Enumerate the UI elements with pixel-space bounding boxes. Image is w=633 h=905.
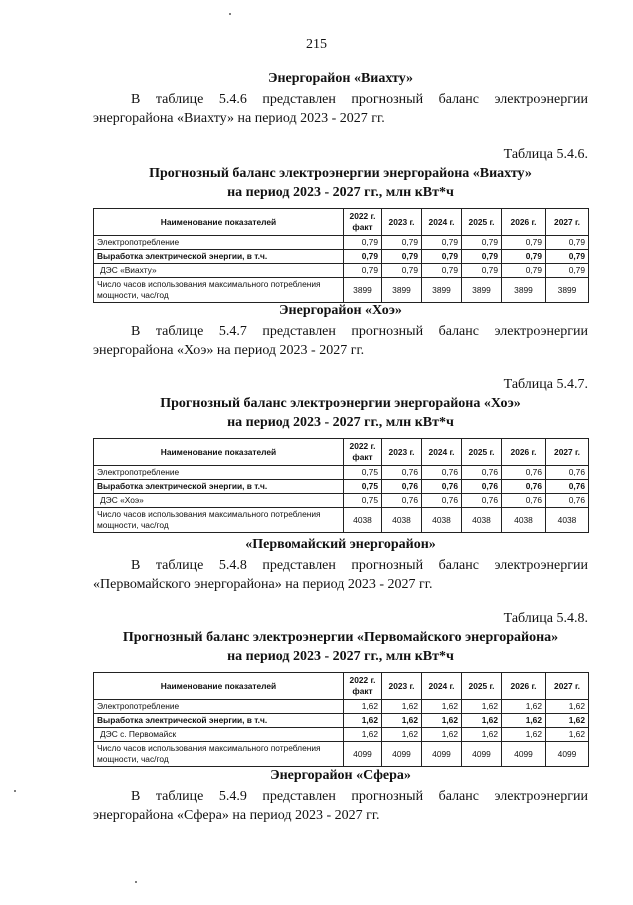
table-header-row [94, 209, 589, 236]
cell-value: 0,79 [502, 236, 546, 250]
table-title-line-2: на период 2023 - 2027 гг., млн кВт*ч [227, 185, 454, 200]
row-label: Выработка электрической энергии, в т.ч. [94, 250, 344, 264]
cell-value: 4099 [502, 742, 546, 767]
cell-value: 1,62 [546, 714, 589, 728]
page-number: 215 [306, 37, 327, 52]
cell-value: 4099 [422, 742, 462, 767]
table-row [94, 480, 589, 494]
cell-value: 1,62 [422, 700, 462, 714]
section-sfera [93, 767, 588, 825]
cell-value: 0,76 [382, 480, 422, 494]
cell-value: 1,62 [546, 700, 589, 714]
row-label: Число часов использования максимального потребления мощности, час/год [94, 742, 344, 767]
column-header-year: 2026 г. [502, 209, 546, 236]
cell-value: 1,62 [422, 728, 462, 742]
column-header-year: 2023 г. [382, 209, 422, 236]
cell-value: 1,62 [502, 700, 546, 714]
cell-value: 0,79 [462, 250, 502, 264]
table-title-line-2: на период 2023 - 2027 гг., млн кВт*ч [227, 649, 454, 664]
cell-value: 1,62 [382, 714, 422, 728]
cell-value: 0,76 [502, 480, 546, 494]
cell-value: 3899 [422, 278, 462, 303]
column-header-year: 2022 г. факт [344, 673, 382, 700]
cell-value: 1,62 [462, 714, 502, 728]
cell-value: 0,79 [422, 264, 462, 278]
balance-table [93, 438, 589, 533]
column-header-name: Наименование показателей [94, 209, 344, 236]
cell-value: 0,79 [344, 236, 382, 250]
column-header-year: 2026 г. [502, 439, 546, 466]
cell-value: 0,79 [462, 264, 502, 278]
cell-value: 1,62 [382, 700, 422, 714]
balance-table [93, 672, 589, 767]
cell-value: 0,76 [546, 466, 589, 480]
cell-value: 4038 [422, 508, 462, 533]
table-title-line-1: Прогнозный баланс электроэнергии энергорайона «Виахту» [149, 166, 532, 181]
table-header-row [94, 673, 589, 700]
cell-value: 0,79 [382, 264, 422, 278]
cell-value: 4099 [462, 742, 502, 767]
column-header-year: 2024 г. [422, 209, 462, 236]
column-header-year: 2025 г. [462, 209, 502, 236]
cell-value: 1,62 [502, 728, 546, 742]
table-row [94, 508, 589, 533]
cell-value: 0,79 [546, 236, 589, 250]
table-title-line-1: Прогнозный баланс электроэнергии энергорайона «Хоэ» [160, 396, 521, 411]
cell-value: 1,62 [502, 714, 546, 728]
column-header-year: 2024 г. [422, 673, 462, 700]
cell-value: 0,79 [344, 250, 382, 264]
column-header-year: 2025 г. [462, 439, 502, 466]
table-header-row [94, 439, 589, 466]
cell-value: 1,62 [546, 728, 589, 742]
cell-value: 0,76 [546, 494, 589, 508]
cell-value: 1,62 [422, 714, 462, 728]
table-label: Таблица 5.4.8. [503, 611, 588, 626]
cell-value: 0,75 [344, 494, 382, 508]
scan-speck [14, 790, 16, 792]
scan-speck [229, 13, 231, 15]
column-header-year: 2023 г. [382, 439, 422, 466]
section-pervomaisky [93, 536, 588, 767]
section-paragraph: В таблице 5.4.9 представлен прогнозный баланс электроэнергии энергорайона «Сфера» на период 2023 - 2027 гг. [93, 789, 588, 823]
column-header-year: 2027 г. [546, 673, 589, 700]
cell-value: 0,79 [382, 250, 422, 264]
cell-value: 0,79 [462, 236, 502, 250]
column-header-year: 2026 г. [502, 673, 546, 700]
balance-table [93, 208, 589, 303]
cell-value: 0,76 [422, 480, 462, 494]
cell-value: 0,76 [422, 494, 462, 508]
row-label: Число часов использования максимального потребления мощности, час/год [94, 278, 344, 303]
cell-value: 0,76 [546, 480, 589, 494]
row-label: ДЭС с. Первомайск [94, 728, 344, 742]
cell-value: 0,79 [344, 264, 382, 278]
cell-value: 0,76 [422, 466, 462, 480]
section-viakhtu [93, 70, 588, 303]
cell-value: 4099 [344, 742, 382, 767]
section-khoe [93, 302, 588, 533]
cell-value: 3899 [344, 278, 382, 303]
table-row [94, 728, 589, 742]
scan-speck [135, 881, 137, 883]
cell-value: 0,76 [462, 494, 502, 508]
column-header-year: 2024 г. [422, 439, 462, 466]
section-paragraph: В таблице 5.4.6 представлен прогнозный баланс электроэнергии энергорайона «Виахту» на период 2023 - 2027 гг. [93, 92, 588, 126]
cell-value: 0,76 [502, 466, 546, 480]
row-label: Электропотребление [94, 236, 344, 250]
column-header-year: 2027 г. [546, 439, 589, 466]
cell-value: 3899 [502, 278, 546, 303]
cell-value: 0,76 [382, 494, 422, 508]
cell-value: 0,79 [502, 264, 546, 278]
cell-value: 0,76 [462, 480, 502, 494]
cell-value: 0,76 [502, 494, 546, 508]
cell-value: 3899 [546, 278, 589, 303]
section-heading: Энергорайон «Виахту» [267, 71, 414, 86]
cell-value: 1,62 [382, 728, 422, 742]
row-label: Выработка электрической энергии, в т.ч. [94, 480, 344, 494]
cell-value: 4038 [344, 508, 382, 533]
row-label: Выработка электрической энергии, в т.ч. [94, 714, 344, 728]
table-row [94, 700, 589, 714]
cell-value: 0,75 [344, 466, 382, 480]
cell-value: 4038 [382, 508, 422, 533]
table-row [94, 714, 589, 728]
table-row [94, 264, 589, 278]
section-heading: Энергорайон «Хоэ» [279, 303, 402, 318]
section-paragraph: В таблице 5.4.8 представлен прогнозный баланс электроэнергии «Первомайского энергорайона» на период 2023 - 2027 гг. [93, 558, 588, 592]
table-title-line-2: на период 2023 - 2027 гг., млн кВт*ч [227, 415, 454, 430]
row-label: Электропотребление [94, 466, 344, 480]
table-row [94, 742, 589, 767]
section-heading: «Первомайский энергорайон» [245, 537, 436, 552]
cell-value: 1,62 [462, 728, 502, 742]
table-row [94, 466, 589, 480]
cell-value: 0,79 [422, 236, 462, 250]
cell-value: 1,62 [344, 700, 382, 714]
cell-value: 0,79 [382, 236, 422, 250]
cell-value: 0,76 [462, 466, 502, 480]
column-header-name: Наименование показателей [94, 673, 344, 700]
section-paragraph: В таблице 5.4.7 представлен прогнозный баланс электроэнергии энергорайона «Хоэ» на период 2023 - 2027 гг. [93, 324, 588, 358]
column-header-year: 2027 г. [546, 209, 589, 236]
cell-value: 3899 [382, 278, 422, 303]
table-row [94, 250, 589, 264]
row-label: Электропотребление [94, 700, 344, 714]
table-label: Таблица 5.4.6. [503, 147, 588, 162]
table-row [94, 494, 589, 508]
cell-value: 0,79 [546, 250, 589, 264]
cell-value: 0,79 [422, 250, 462, 264]
row-label: Число часов использования максимального потребления мощности, час/год [94, 508, 344, 533]
cell-value: 4099 [546, 742, 589, 767]
cell-value: 1,62 [462, 700, 502, 714]
row-label: ДЭС «Хоэ» [94, 494, 344, 508]
cell-value: 4038 [546, 508, 589, 533]
cell-value: 0,75 [344, 480, 382, 494]
cell-value: 1,62 [344, 714, 382, 728]
table-title-line-1: Прогнозный баланс электроэнергии «Первомайского энергорайона» [122, 630, 559, 645]
column-header-year: 2022 г. факт [344, 209, 382, 236]
cell-value: 1,62 [344, 728, 382, 742]
section-heading: Энергорайон «Сфера» [270, 768, 411, 783]
cell-value: 4038 [462, 508, 502, 533]
column-header-year: 2025 г. [462, 673, 502, 700]
table-row [94, 236, 589, 250]
column-header-year: 2023 г. [382, 673, 422, 700]
table-row [94, 278, 589, 303]
cell-value: 0,76 [382, 466, 422, 480]
column-header-year: 2022 г. факт [344, 439, 382, 466]
cell-value: 0,79 [546, 264, 589, 278]
row-label: ДЭС «Виахту» [94, 264, 344, 278]
cell-value: 0,79 [502, 250, 546, 264]
column-header-name: Наименование показателей [94, 439, 344, 466]
table-label: Таблица 5.4.7. [503, 377, 588, 392]
cell-value: 4038 [502, 508, 546, 533]
cell-value: 3899 [462, 278, 502, 303]
cell-value: 4099 [382, 742, 422, 767]
